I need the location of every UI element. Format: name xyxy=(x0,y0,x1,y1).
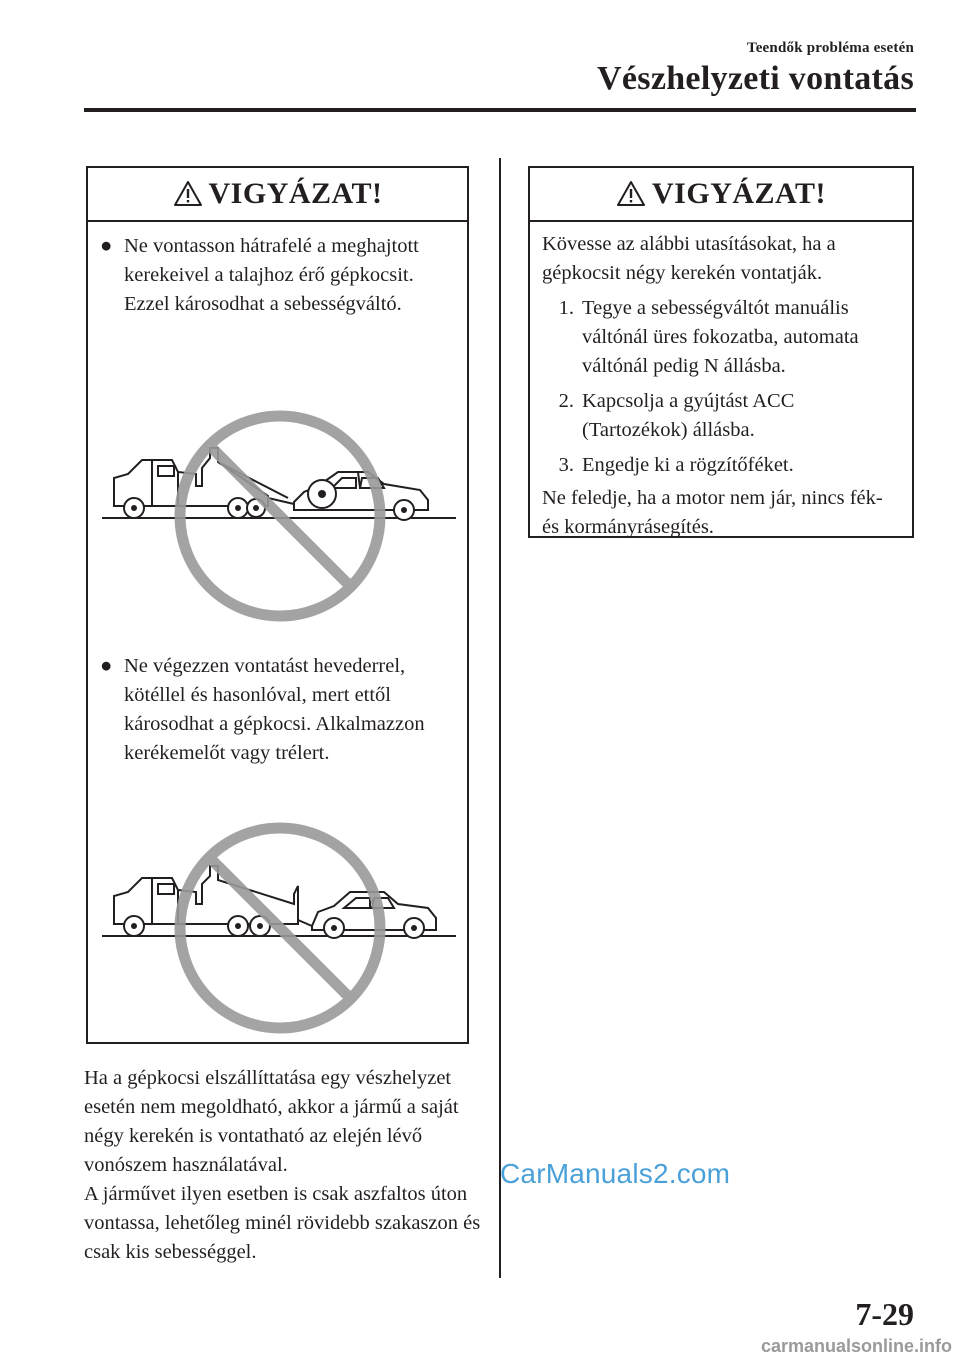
warning-bullet xyxy=(100,652,456,768)
bullet-text: Ne vontasson hátrafelé a meghajtott kerekeivel a talajhoz érő gépkocsit. Ezzel károsodhat a sebességváltó. xyxy=(124,235,419,315)
right-warning-box xyxy=(528,166,914,538)
step-number: 1. xyxy=(558,297,574,319)
header-divider xyxy=(84,108,916,112)
left-warning-header xyxy=(88,168,467,222)
prohibited-backward-tow-illustration xyxy=(98,386,458,636)
prohibited-sling-tow-illustration xyxy=(98,794,458,1034)
prohibition-sign-icon xyxy=(180,828,380,1028)
step-item xyxy=(542,451,902,480)
page-title: Vészhelyzeti vontatás xyxy=(597,60,914,97)
warning-triangle-icon xyxy=(616,180,646,207)
warning-bullet xyxy=(100,232,456,319)
warning-intro: Kövesse az alábbi utasításokat, ha a gépkocsit négy kerekén vontatják. xyxy=(542,233,836,284)
bullet-text: Ne végezzen vontatást hevederrel, kötéllel és hasonlóval, mert ettől károsodhat a gépkocsi. Alkalmazzon kerékemelőt vagy trélert. xyxy=(124,655,425,764)
bullet-icon: ● xyxy=(100,235,113,257)
step-item xyxy=(542,294,902,381)
page-number: 7-29 xyxy=(855,1296,914,1332)
section-label: Teendők probléma esetén xyxy=(746,40,914,56)
step-item xyxy=(542,387,902,445)
footer-watermark: carmanualsonline.info xyxy=(760,1336,952,1356)
body-text xyxy=(84,1064,494,1267)
column-divider xyxy=(499,158,501,1278)
warning-heading: VIGYÁZAT! xyxy=(652,177,826,210)
warning-triangle-icon xyxy=(173,180,203,207)
step-text: Engedje ki a rögzítőféket. xyxy=(582,454,794,476)
step-number: 2. xyxy=(558,390,574,412)
prohibition-sign-icon xyxy=(180,416,380,616)
right-warning-header xyxy=(530,168,912,222)
body-paragraph: Ha a gépkocsi elszállíttatása egy vészhelyzet esetén nem megoldható, akkor a jármű a saját négy kerekén is vontatható az elején lévő vonószem használatával. xyxy=(84,1067,459,1176)
warning-outro: Ne feledje, ha a motor nem jár, nincs fék- és kormányrásegítés. xyxy=(542,487,883,538)
bullet-icon: ● xyxy=(100,655,113,677)
body-paragraph: A járművet ilyen esetben is csak aszfaltos úton vontassa, lehetőleg minél rövidebb szakaszon és csak kis sebességgel. xyxy=(84,1183,481,1263)
watermark-text: CarManuals2.com xyxy=(500,1158,731,1189)
step-text: Kapcsolja a gyújtást ACC (Tartozékok) állásba. xyxy=(582,390,795,441)
step-number: 3. xyxy=(558,454,574,476)
warning-heading: VIGYÁZAT! xyxy=(208,177,383,210)
step-text: Tegye a sebességváltót manuális váltónál üres fokozatba, automata váltónál pedig N állásba. xyxy=(582,297,859,377)
left-warning-box xyxy=(86,166,469,1044)
